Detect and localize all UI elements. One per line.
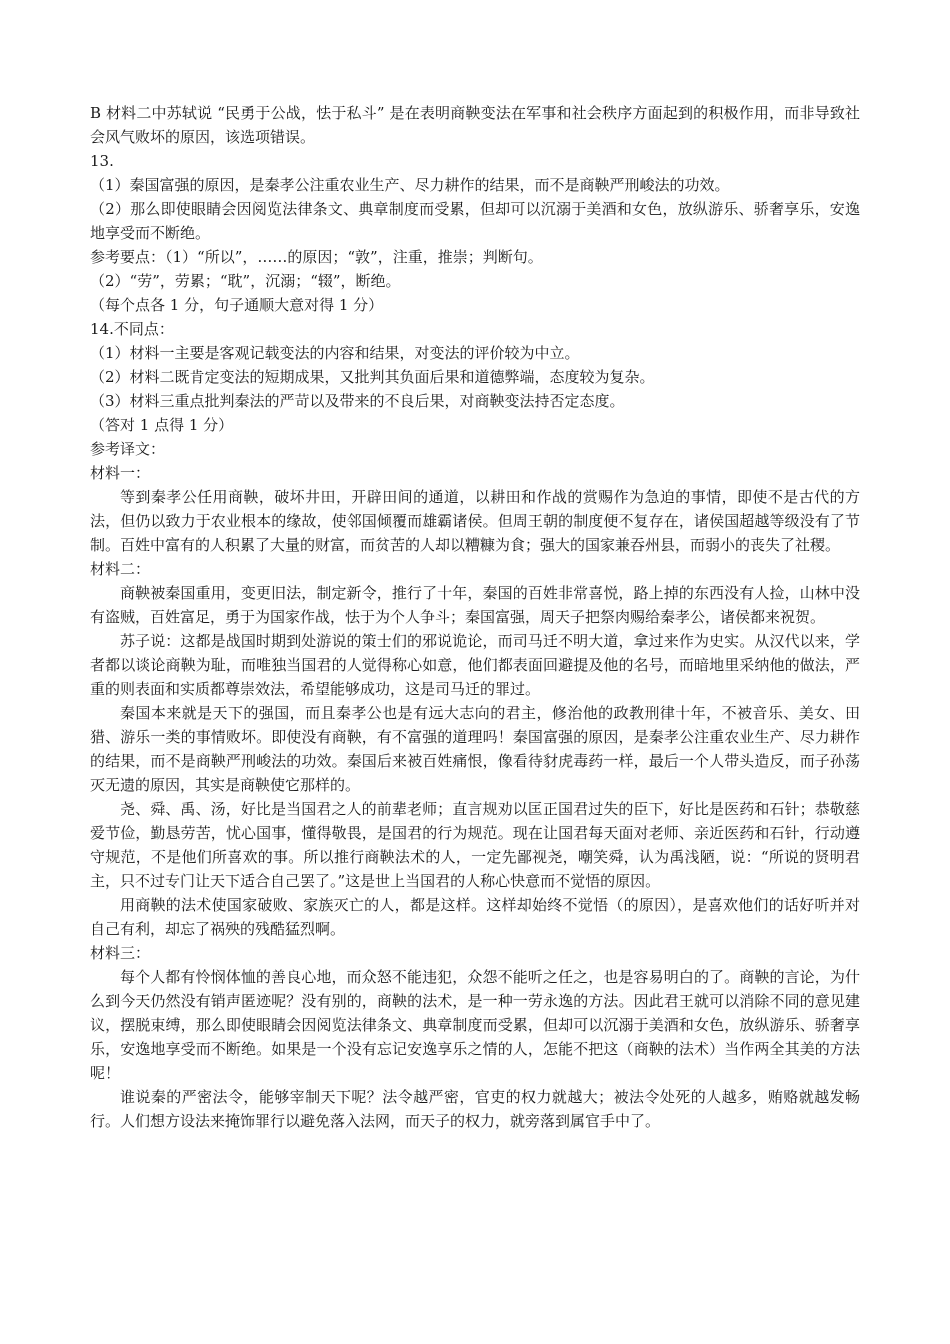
material-2-paragraph-1: 商鞅被秦国重用，变更旧法，制定新令，推行了十年，秦国的百姓非常喜悦，路上掉的东西没有人捡，山林中没有盗贼，百姓富足，勇于为国家作战，怯于为个人争斗；秦国富强，周天子把祭肉赐给秦孝公，诸侯都来祝贺。 (90, 584, 860, 626)
q13-key-points: 参考要点：（1）“所以”，……的原因；“敦”，注重，推崇；判断句。 (90, 248, 543, 266)
q14-item-1: （1）材料一主要是客观记载变法的内容和结果，对变法的评价较为中立。 (90, 344, 580, 362)
q14-item-3: （3）材料三重点批判秦法的严苛以及带来的不良后果，对商鞅变法持否定态度。 (90, 392, 625, 410)
document-page (90, 101, 860, 1133)
material-3-paragraph-1: 每个人都有怜悯体恤的善良心地，而众怒不能违犯，众怨不能听之任之，也是容易明白的了。商鞅的言论，为什么到今天仍然没有销声匿迹呢？没有别的，商鞅的法术，是一种一劳永逸的方法。因此君王就可以消除不同的意见建议，摆脱束缚，那么即使眼睛会因阅览法律条文、典章制度而受累，但却可以沉溺于美酒和女色，放纵游乐、骄奢享乐，安逸地享受而不断绝。如果是一个没有忘记安逸享乐之情的人，怎能不把这（商鞅的法术）当作两全其美的方法呢！ (90, 968, 860, 1082)
q14-scoring: （答对 1 点得 1 分） (90, 416, 234, 434)
material-2-paragraph-3: 秦国本来就是天下的强国，而且秦孝公也是有远大志向的君主，修治他的政教刑律十年，不被音乐、美女、田猎、游乐一类的事情败坏。即使没有商鞅，有不富强的道理吗！秦国富强的原因，是秦孝公注重农业生产、尽力耕作的结果，而不是商鞅严刑峻法的功效。秦国后来被百姓痛恨，像看待豺虎毒药一样，最后一个人带头造反，而子孙荡灭无遗的原因，其实是商鞅使它那样的。 (90, 704, 860, 794)
material-3-label: 材料三： (90, 944, 151, 962)
q13-item-1: （1）秦国富强的原因，是秦孝公注重农业生产、尽力耕作的结果，而不是商鞅严刑峻法的功效。 (90, 176, 730, 194)
material-2-label: 材料二： (90, 560, 151, 578)
q13-number: 13. (90, 152, 114, 170)
material-3-paragraph-2: 谁说秦的严密法令，能够宰制天下呢？法令越严密，官吏的权力就越大；被法令处死的人越多，贿赂就越发畅行。人们想方设法来掩饰罪行以避免落入法网，而天子的权力，就旁落到属官手中了。 (90, 1088, 860, 1130)
material-1-label: 材料一： (90, 464, 151, 482)
translation-heading: 参考译文： (90, 440, 166, 458)
q13-item-2: （2）那么即使眼睛会因阅览法律条文、典章制度而受累，但却可以沉溺于美酒和女色，放纵游乐、骄奢享乐，安逸地享受而不断绝。 (90, 200, 860, 242)
q13-key-points-2: （2）“劳”，劳累；“耽”，沉溺；“辍”，断绝。 (90, 272, 401, 290)
q14-title: 14.不同点： (90, 320, 174, 338)
material-2-paragraph-4: 尧、舜、禹、汤，好比是当国君之人的前辈老师；直言规劝以匡正国君过失的臣下，好比是医药和石针；恭敬慈爱节俭，勤恳劳苦，忧心国事，懂得敬畏，是国君的行为规范。现在让国君每天面对老师、亲近医药和石针，行动遵守规范，不是他们所喜欢的事。所以推行商鞅法术的人，一定先鄙视尧，嘲笑舜，认为禹浅陋，说：“所说的贤明君主，只不过专门让天下适合自己罢了。”这是世上当国君的人称心快意而不觉悟的原因。 (90, 800, 860, 890)
q14-item-2: （2）材料二既肯定变法的短期成果，又批判其负面后果和道德弊端，态度较为复杂。 (90, 368, 655, 386)
material-1-paragraph: 等到秦孝公任用商鞅，破坏井田，开辟田间的通道，以耕田和作战的赏赐作为急迫的事情，即使不是古代的方法，但仍以致力于农业根本的缘故，使邻国倾覆而雄霸诸侯。但周王朝的制度便不复存在，诸侯国超越等级没有了节制。百姓中富有的人积累了大量的财富，而贫苦的人却以糟糠为食；强大的国家兼吞州县，而弱小的丧失了社稷。 (90, 488, 860, 554)
material-2-paragraph-5: 用商鞅的法术使国家破败、家族灭亡的人，都是这样。这样却始终不觉悟（的原因），是喜欢他们的话好听并对自己有利，却忘了祸殃的残酷猛烈啊。 (90, 896, 860, 938)
q13-scoring: （每个点各 1 分，句子通顺大意对得 1 分） (90, 296, 384, 314)
answer-b-explanation: B 材料二中苏轼说 “民勇于公战，怯于私斗” 是在表明商鞅变法在军事和社会秩序方面起到的积极作用，而非导致社会风气败坏的原因，该选项错误。 (90, 104, 860, 146)
material-2-paragraph-2: 苏子说：这都是战国时期到处游说的策士们的邪说诡论，而司马迁不明大道，拿过来作为史实。从汉代以来，学者都以谈论商鞅为耻，而唯独当国君的人觉得称心如意，他们都表面回避提及他的名号，而暗地里采纳他的做法，严重的则表面和实质都尊崇效法，希望能够成功，这是司马迁的罪过。 (90, 632, 860, 698)
